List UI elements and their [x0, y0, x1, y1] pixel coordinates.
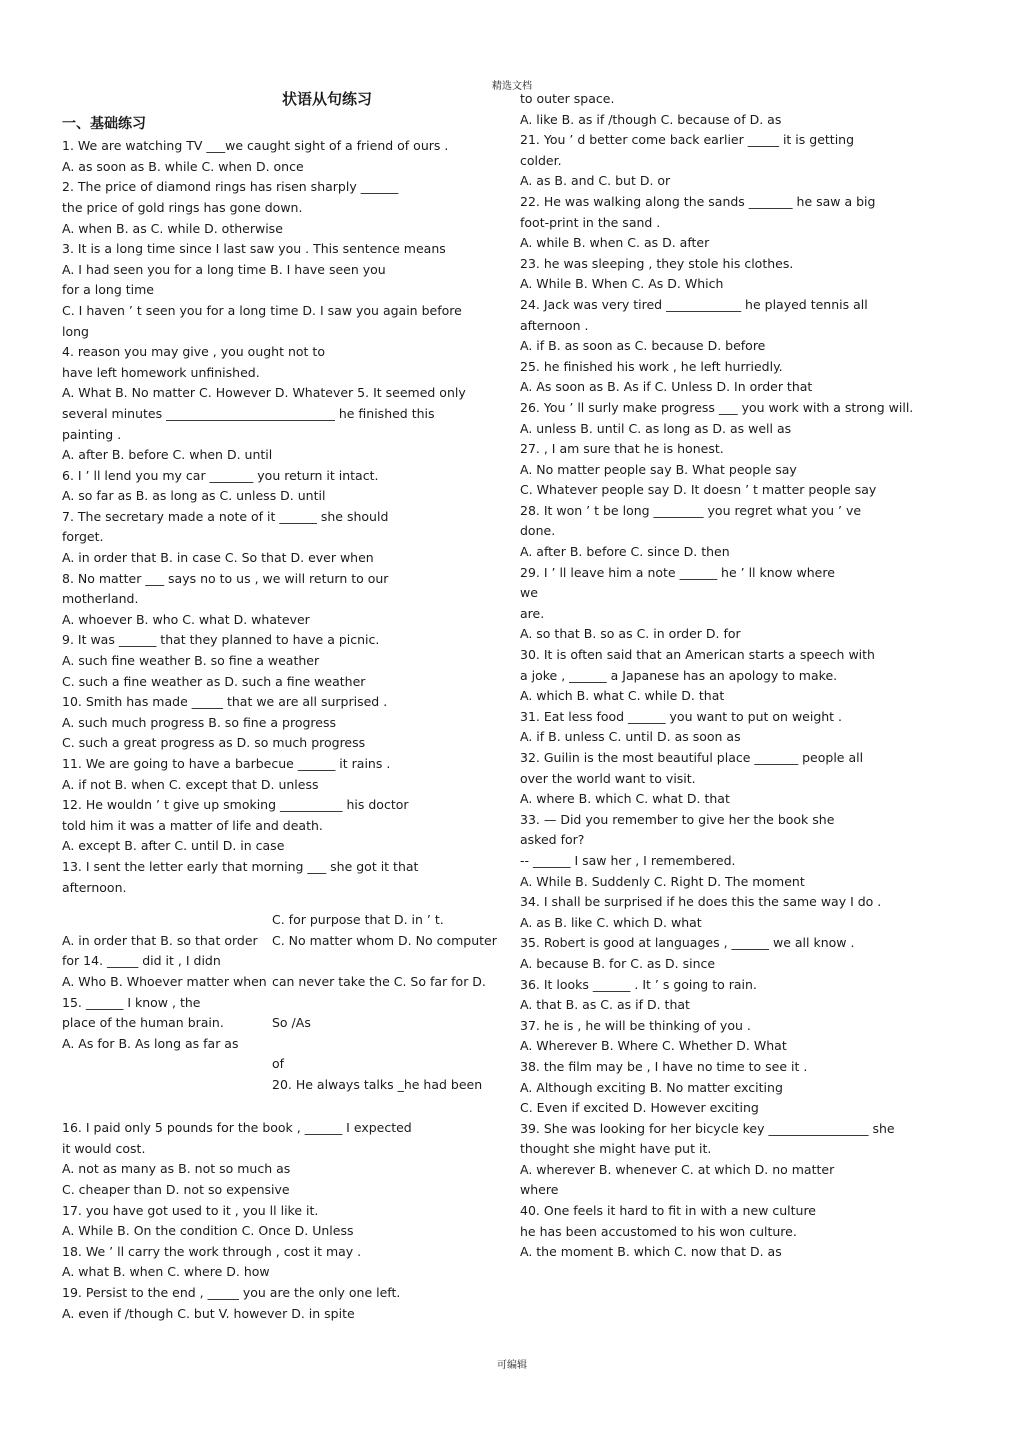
text-line: the price of gold rings has gone down. [62, 199, 303, 215]
text-line: A. what B. when C. where D. how [62, 1264, 270, 1280]
text-line: 35. Robert is good at languages , ______ we all know . [520, 935, 855, 951]
sub-column-a [62, 910, 267, 1054]
text-line: 6. I ’ ll lend you my car _______ you return it intact. [62, 467, 379, 483]
text-line: afternoon. [62, 879, 127, 895]
text-line: A. As for B. As long as far as [62, 1035, 239, 1051]
text-line: have left homework unfinished. [62, 364, 260, 380]
text-line: A. While B. Suddenly C. Right D. The moment [520, 873, 805, 889]
text-line: 18. We ’ ll carry the work through , cost it may . [62, 1243, 362, 1259]
text-line: done. [520, 523, 556, 539]
text-line: A. As soon as B. As if C. Unless D. In order that [520, 379, 813, 395]
text-line: 19. Persist to the end , _____ you are the only one left. [62, 1284, 401, 1300]
text-line: A. if not B. when C. except that D. unless [62, 776, 319, 792]
text-line: A. I had seen you for a long time B. I have seen you [62, 261, 386, 277]
page-title: 状语从句练习 [281, 90, 372, 108]
text-line: we [520, 585, 538, 601]
text-line: C. Whatever people say D. It doesn ’ t matter people say [520, 482, 877, 498]
text-line: A. whoever B. who C. what D. whatever [62, 611, 310, 627]
text-line: 16. I paid only 5 pounds for the book , ______ I expected [62, 1120, 412, 1136]
text-line: 20. He always talks _he had been [272, 1076, 483, 1092]
text-line: place of the human brain. [62, 1015, 224, 1031]
text-line: A. Who B. Whoever matter when [62, 973, 267, 989]
text-line: A. wherever B. whenever C. at which D. no matter [520, 1161, 835, 1177]
text-line: A. unless B. until C. as long as D. as well as [520, 420, 792, 436]
left-questions-1 [62, 136, 492, 898]
text-line: several minutes ___________________________ he finished this [62, 405, 435, 421]
text-line: C. such a fine weather as D. such a fine weather [62, 673, 366, 689]
text-line: A. because B. for C. as D. since [520, 955, 716, 971]
text-line: 24. Jack was very tired ____________ he played tennis all [520, 296, 868, 312]
text-line: 3. It is a long time since I last saw you . This sentence means [62, 241, 446, 257]
text-line: 29. I ’ ll leave him a note ______ he ’ ll know where [520, 564, 835, 580]
text-line: 11. We are going to have a barbecue ______ it rains . [62, 756, 391, 771]
text-line: where [520, 1182, 559, 1198]
text-line: A. if B. unless C. until D. as soon as [520, 729, 741, 745]
text-line: he has been accustomed to his won culture. [520, 1223, 797, 1239]
text-line: 1. We are watching TV ___we caught sight of a friend of ours . [62, 138, 449, 154]
text-line [272, 993, 497, 1014]
text-line: 23. he was sleeping , they stole his clothes. [520, 255, 794, 271]
text-line: A. not as many as B. not so much as [62, 1161, 291, 1177]
text-line: C. cheaper than D. not so expensive [62, 1181, 290, 1197]
text-line: 4. reason you may give , you ought not to [62, 344, 325, 360]
text-line: A. in order that B. so that order [62, 932, 258, 948]
text-line: A. as B. and C. but D. or [520, 173, 671, 189]
text-line: for a long time [62, 282, 154, 298]
text-line: 39. She was looking for her bicycle key ________________ she [520, 1120, 895, 1136]
text-line: are. [520, 605, 545, 621]
text-line: foot-print in the sand . [520, 214, 661, 230]
text-line: 37. he is , he will be thinking of you . [520, 1017, 751, 1033]
text-line: 27. , I am sure that he is honest. [520, 441, 724, 457]
text-line: -- ______ I saw her , I remembered. [520, 852, 736, 868]
text-line: long [62, 323, 89, 339]
text-line: forget. [62, 529, 104, 545]
text-line: C. such a great progress as D. so much progress [62, 735, 366, 751]
text-line: can never take the C. So far for D. [272, 973, 486, 989]
text-line: A. No matter people say B. What people say [520, 461, 797, 477]
section-heading: 一、基础练习 [62, 115, 146, 132]
text-line: A. after B. before C. when D. until [62, 447, 273, 463]
text-line: 10. Smith has made _____ that we are all surprised . [62, 694, 388, 710]
text-line: A. the moment B. which C. now that D. as [520, 1244, 782, 1260]
text-line: A. such much progress B. so fine a progress [62, 714, 336, 730]
text-line: over the world want to visit. [520, 770, 696, 786]
page-header: 精选文档 [492, 81, 532, 92]
text-line: A. which B. what C. while D. that [520, 688, 725, 704]
right-column [520, 89, 990, 1263]
text-line: C. for purpose that D. in ’ t. [272, 912, 444, 928]
text-line: 36. It looks ______ . It ’ s going to rain. [520, 976, 757, 992]
text-line: C. I haven ’ t seen you for a long time D. I saw you again before [62, 302, 462, 318]
text-line: A. as soon as B. while C. when D. once [62, 158, 304, 174]
text-line: 30. It is often said that an American starts a speech with [520, 647, 875, 663]
text-line: A. as B. like C. which D. what [520, 914, 702, 930]
text-line: A. Although exciting B. No matter exciting [520, 1079, 783, 1095]
text-line: for 14. _____ did it , I didn [62, 953, 221, 969]
text-line: painting . [62, 426, 122, 442]
text-line: A. so far as B. as long as C. unless D. until [62, 488, 326, 504]
text-line: of [272, 1056, 285, 1072]
text-line: 7. The secretary made a note of it ______ she should [62, 508, 389, 524]
text-line: A. if B. as soon as C. because D. before [520, 338, 766, 354]
text-line: motherland. [62, 591, 139, 607]
text-line: A. What B. No matter C. However D. Whatever 5. It seemed only [62, 385, 466, 401]
text-line: A. when B. as C. while D. otherwise [62, 220, 283, 236]
left-questions-2 [62, 1118, 492, 1324]
text-line: 22. He was walking along the sands _______ he saw a big [520, 193, 876, 209]
text-line: A. such fine weather B. so fine a weather [62, 653, 320, 669]
text-line: A. while B. when C. as D. after [520, 235, 710, 251]
text-line: A. except B. after C. until D. in case [62, 838, 285, 854]
text-line: 21. You ’ d better come back earlier _____ it is getting [520, 132, 855, 148]
text-line: a joke , ______ a Japanese has an apology to make. [520, 667, 838, 683]
text-line: 40. One feels it hard to fit in with a new culture [520, 1203, 816, 1219]
text-line: 28. It won ’ t be long ________ you regret what you ’ ve [520, 502, 862, 518]
right-questions [520, 89, 990, 1263]
text-line: A. where B. which C. what D. that [520, 791, 730, 807]
text-line: 31. Eat less food ______ you want to put on weight . [520, 708, 843, 724]
two-column-block [62, 910, 497, 1118]
text-line: 32. Guilin is the most beautiful place _______ people all [520, 750, 864, 765]
text-line: 15. ______ I know , the [62, 994, 201, 1010]
text-line: 33. — Did you remember to give her the book she [520, 811, 835, 827]
text-line: A. in order that B. in case C. So that D. ever when [62, 550, 374, 566]
text-line: it would cost. [62, 1140, 146, 1156]
text-line: C. No matter whom D. No computer [272, 932, 497, 948]
text-line: A. While B. When C. As D. Which [520, 276, 724, 292]
text-line: 34. I shall be surprised if he does this the same way I do . [520, 894, 882, 910]
left-column [62, 89, 497, 1324]
text-line: A. even if /though C. but V. however D. in spite [62, 1305, 355, 1321]
text-line: So /As [272, 1015, 311, 1031]
text-line: A. like B. as if /though C. because of D. as [520, 111, 782, 127]
text-line: A. so that B. so as C. in order D. for [520, 626, 741, 642]
text-line: 26. You ’ ll surly make progress ___ you work with a strong will. [520, 399, 914, 415]
text-line: 13. I sent the letter early that morning ___ she got it that [62, 858, 419, 874]
sub-column-b [272, 910, 497, 1095]
text-line: A. after B. before C. since D. then [520, 544, 730, 560]
text-line: 9. It was ______ that they planned to have a picnic. [62, 632, 380, 648]
text-line: told him it was a matter of life and death. [62, 817, 323, 833]
text-line: 8. No matter ___ says no to us , we will return to our [62, 570, 389, 586]
text-line: 2. The price of diamond rings has risen sharply ______ [62, 179, 399, 195]
text-line: to outer space. [520, 91, 615, 106]
text-line [272, 1034, 497, 1055]
text-line: colder. [520, 152, 562, 168]
text-line: C. Even if excited D. However exciting [520, 1100, 759, 1116]
text-line: 38. the film may be , I have no time to see it . [520, 1058, 808, 1074]
text-line: A. While B. On the condition C. Once D. Unless [62, 1223, 354, 1239]
text-line: 12. He wouldn ’ t give up smoking __________ his doctor [62, 797, 409, 813]
text-line: thought she might have put it. [520, 1141, 712, 1157]
text-line: afternoon . [520, 317, 589, 333]
text-line: asked for? [520, 832, 585, 848]
text-line: A. that B. as C. as if D. that [520, 997, 690, 1013]
page-footer: 可编辑 [497, 1360, 527, 1371]
text-line: A. Wherever B. Where C. Whether D. What [520, 1038, 787, 1054]
text-line: 17. you have got used to it , you ll like it. [62, 1202, 319, 1218]
text-line [272, 951, 497, 972]
text-line [62, 910, 267, 931]
text-line: 25. he finished his work , he left hurriedly. [520, 358, 783, 374]
